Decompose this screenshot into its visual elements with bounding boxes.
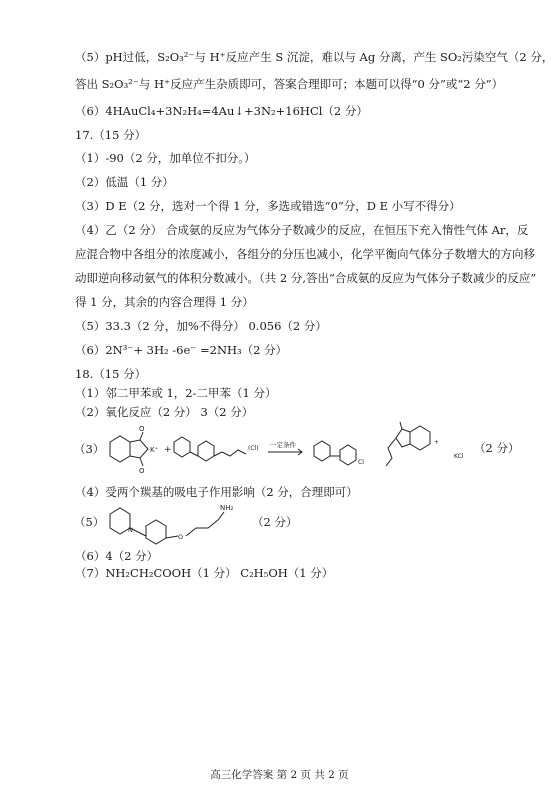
- answer-18-6: （6）4（2 分）: [75, 549, 159, 563]
- piperidine-ring: [174, 437, 190, 457]
- answer-17-4-line-2: 应混合物中各组分的浓度减小，各组分的分压也减小，化学平衡向气体分子数增大的方向移: [75, 247, 535, 261]
- answer-16-5-line-2: 答出 S₂O₃²⁻与 H⁺反应产生杂质即可，答案合理即可；本题可以得“0 分”或“2 分”）: [75, 77, 504, 91]
- butenyl-chain: [222, 450, 246, 456]
- svg-text:O: O: [139, 467, 145, 475]
- answer-17-4-line-1: （4）乙（2 分） 合成氨的反应为气体分子数减少的反应，在恒压下充入惰性气体 Ar，反: [75, 223, 529, 237]
- question-18-heading: 18.（15 分）: [75, 367, 147, 381]
- svg-text:O: O: [178, 533, 184, 541]
- page-footer: 高三化学答案 第 2 页 共 2 页: [210, 769, 349, 781]
- pyridine-ring: [198, 441, 214, 461]
- amine-group: NH₂: [220, 504, 234, 512]
- alkenyl-amine-chain: [186, 512, 224, 536]
- answer-16-5-line-1: （5）pH过低，S₂O₃²⁻与 H⁺反应产生 S 沉淀，难以与 Ag 分离，产生 SO₂污染空气（2 分，: [75, 50, 554, 64]
- scheme-3-score: （2 分）: [474, 441, 520, 455]
- svg-text:N: N: [128, 526, 133, 534]
- answer-18-7: （7）NH₂CH₂COOH（1 分） C₂H₅OH（1 分）: [75, 566, 334, 580]
- svg-text:(Cl): (Cl): [248, 445, 259, 452]
- answer-17-6: （6）2N³⁻+ 3H₂ -6e⁻ =2NH₃（2 分）: [75, 343, 288, 357]
- potassium-ion: K⁺: [150, 446, 159, 454]
- plus-sign: +: [164, 445, 172, 455]
- svg-text:Cl: Cl: [358, 459, 364, 466]
- question-17-heading: 17.（15 分）: [75, 128, 147, 142]
- answer-17-2: （2）低温（1 分）: [75, 175, 174, 189]
- scheme-5-label: （5）: [74, 515, 105, 529]
- svg-text:O: O: [139, 425, 145, 433]
- scheme-3-label: （3）: [74, 442, 105, 456]
- product-alkenyl-chain: [386, 438, 396, 466]
- answer-17-4-line-4: 得 1 分，其余的内容合理得 1 分）: [75, 295, 254, 309]
- answer-17-4-line-3: 动即逆向移动氨气的体积分数减小。（共 2 分,答出“合成氨的反应为气体分子数减少的反应”: [75, 271, 537, 285]
- answer-17-5: （5）33.3（2 分，加%不得分） 0.056（2 分）: [75, 319, 327, 333]
- answer-17-3: （3）D E（2 分，选对一个得 1 分，多选或错选“0”分，D E 小写不得分）: [75, 199, 461, 213]
- phthalimide-imide-ring: [130, 440, 148, 458]
- answer-18-4: （4）受两个羰基的吸电子作用影响（2 分，合理即可）: [75, 485, 358, 499]
- answer-18-2: （2）氧化反应（2 分） 3（2 分）: [75, 405, 254, 419]
- phthalimide-benzene-ring: [110, 436, 130, 462]
- structure-18-5: [70, 502, 330, 546]
- svg-text:+: +: [434, 439, 440, 446]
- product-pyridine-ring: [340, 445, 356, 465]
- reaction-scheme-18-3: [70, 420, 550, 484]
- product-piperidine-ring: [314, 441, 330, 461]
- product-phthalimide-ring: [410, 426, 430, 450]
- answer-17-1: （1）-90（2 分，加单位不扣分。）: [75, 151, 256, 165]
- scheme-5-score: （2 分）: [252, 515, 298, 529]
- piperidine-ring: [110, 508, 130, 534]
- answer-18-1: （1）邻二甲苯或 1，2-二甲苯（1 分）: [75, 386, 277, 400]
- kcl-byproduct: KCl: [454, 453, 464, 460]
- answer-16-6: （6）4HAuCl₄+3N₂H₄=4Au↓+3N₂+16HCl（2 分）: [75, 104, 368, 118]
- pyridine-ring: [146, 520, 166, 544]
- arrow-condition: 一定条件: [270, 441, 296, 449]
